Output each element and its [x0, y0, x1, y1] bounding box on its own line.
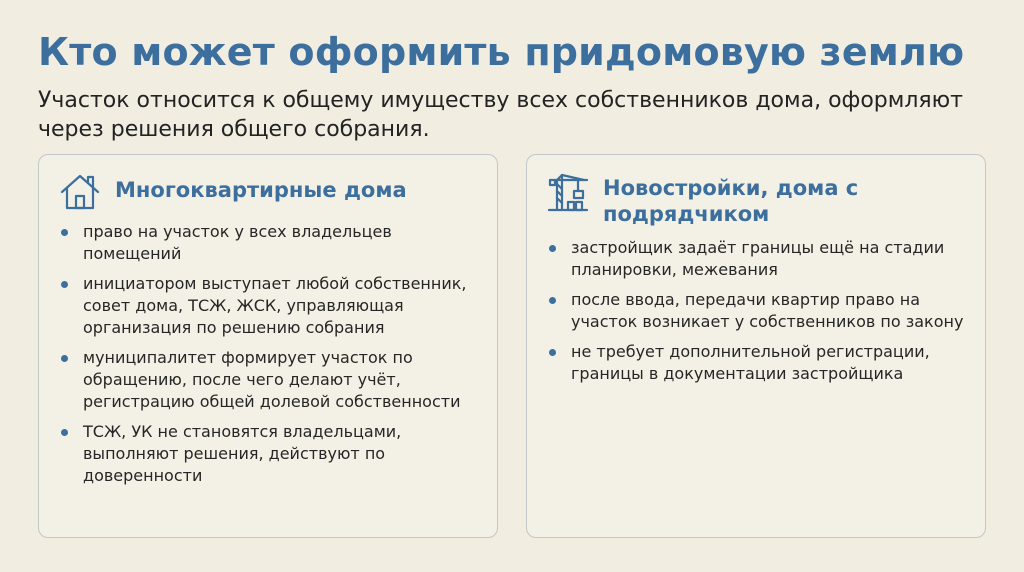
list-item [59, 347, 479, 413]
bullet-dot-icon [61, 355, 68, 362]
list-item-text: ТСЖ, УК не становятся владельцами, выполняют решения, действуют по доверенности [83, 422, 402, 485]
bullet-dot-icon [61, 281, 68, 288]
bullet-dot-icon [549, 349, 556, 356]
card-apartment-buildings [38, 154, 498, 538]
card-title: Многоквартирные дома [115, 178, 407, 202]
crane-icon [547, 171, 589, 213]
list-item [59, 421, 479, 487]
list-item-text: муниципалитет формирует участок по обращению, после чего делают учёт, регистрацию общей долевой собственности [83, 348, 461, 411]
bullet-dot-icon [61, 229, 68, 236]
bullet-list [59, 221, 479, 495]
list-item [547, 237, 972, 281]
list-item-text: инициатором выступает любой собственник, совет дома, ТСЖ, ЖСК, управляющая организация по решению собрания [83, 274, 467, 337]
card-new-buildings [526, 154, 986, 538]
page-title: Кто может оформить придомовую землю [38, 30, 965, 74]
bullet-dot-icon [549, 245, 556, 252]
page-subtitle: Участок относится к общему имуществу всех собственников дома, оформляют через решения общего собрания. [38, 88, 963, 142]
list-item [547, 341, 972, 385]
list-item-text: застройщик задаёт границы ещё на стадии планировки, межевания [571, 238, 945, 279]
list-item-text: право на участок у всех владельцев помещений [83, 222, 392, 263]
list-item [59, 273, 479, 339]
bullet-list [547, 237, 972, 393]
list-item [59, 221, 479, 265]
bullet-dot-icon [549, 297, 556, 304]
house-icon [59, 171, 101, 213]
list-item-text: не требует дополнительной регистрации, границы в документации застройщика [571, 342, 930, 383]
bullet-dot-icon [61, 429, 68, 436]
card-title: Новостройки, дома с подрядчиком [603, 176, 859, 226]
list-item-text: после ввода, передачи квартир право на участок возникает у собственников по закону [571, 290, 964, 331]
list-item [547, 289, 972, 333]
